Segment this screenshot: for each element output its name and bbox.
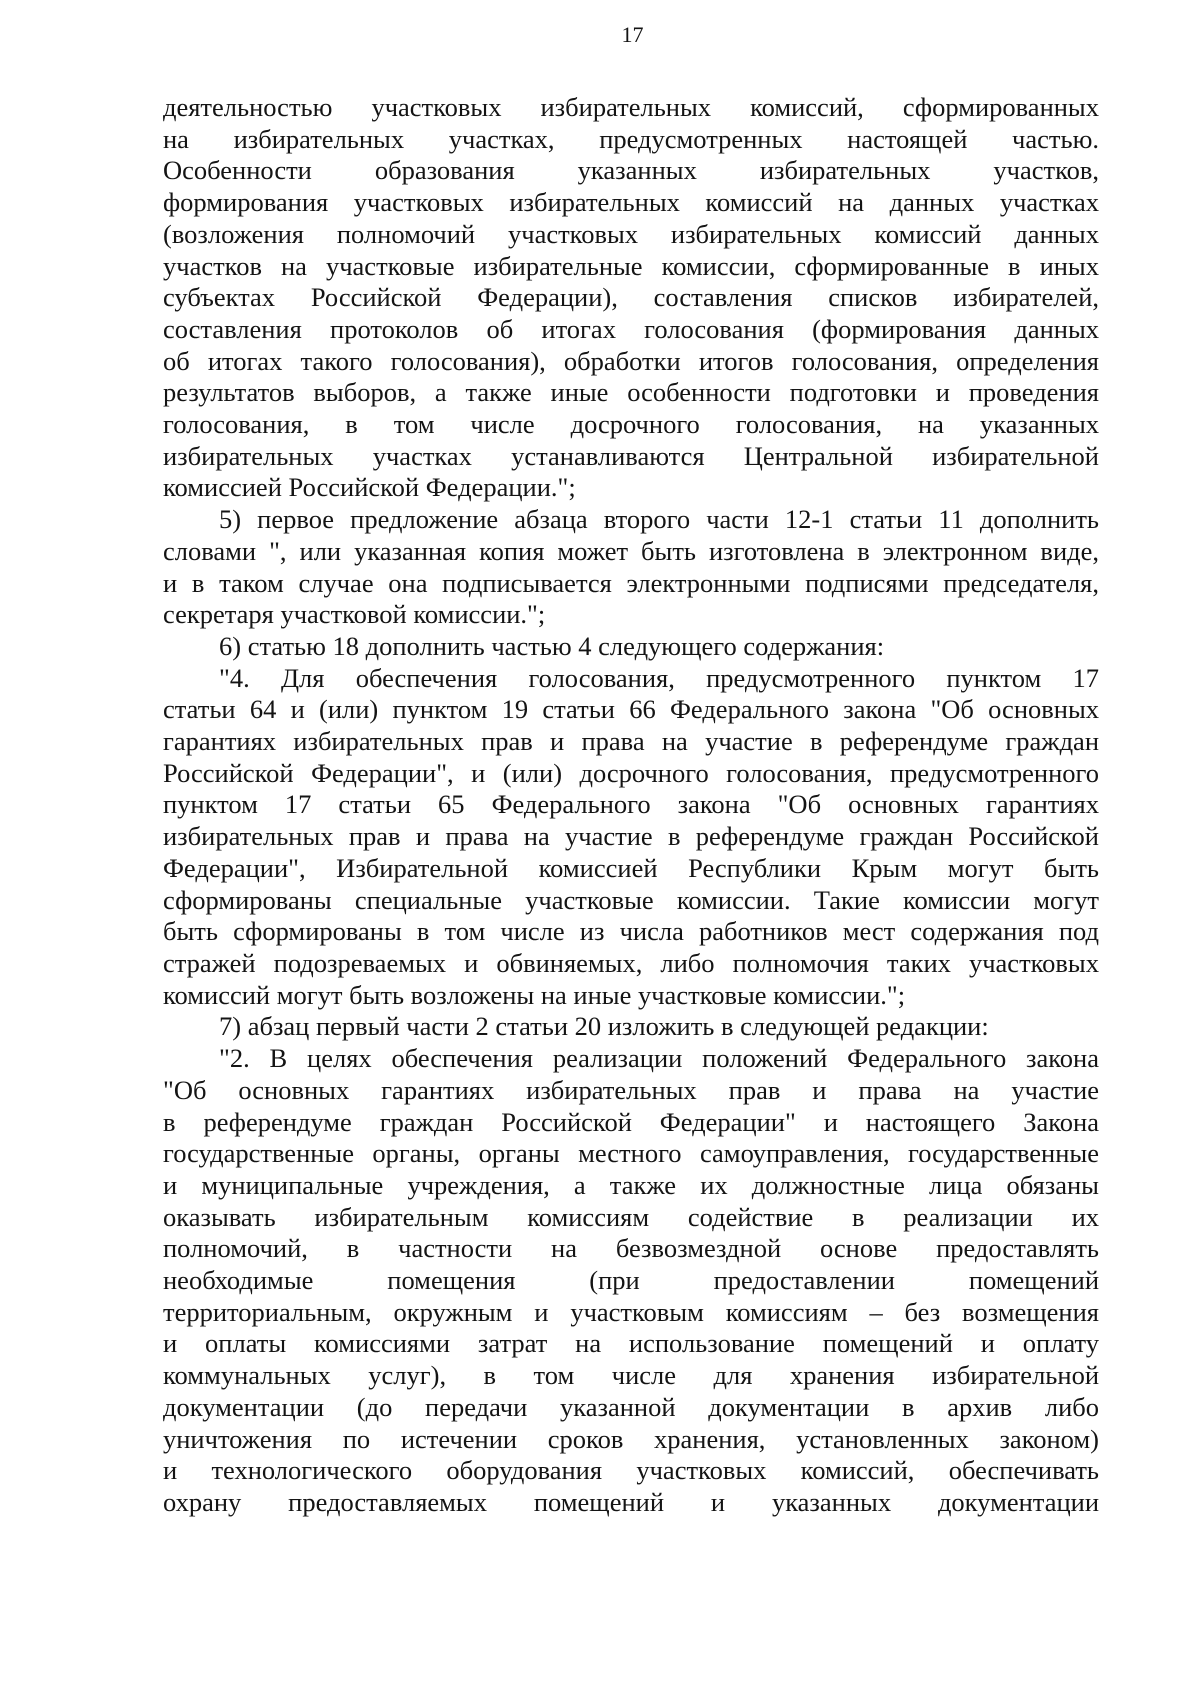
text-line: об итогах такого голосования), обработки итогов голосования, определения [163, 345, 1099, 376]
text-line: секретаря участковой комиссии."; [163, 599, 546, 630]
text-line: деятельностью участковых избирательных комиссий, сформированных [163, 92, 1099, 122]
text-line: и технологического оборудования участковых комиссий, обеспечивать [163, 1455, 1099, 1486]
text-line: результатов выборов, а также иные особенности подготовки и проведения [163, 377, 1099, 408]
text-line: 7) абзац первый части 2 статьи 20 изложить в следующей редакции: [219, 1011, 989, 1042]
text-line: Федерации", Избирательной комиссией Республики Крым могут быть [163, 852, 1099, 883]
text-line: в референдуме граждан Российской Федерации" и настоящего Закона [163, 1106, 1099, 1137]
text-line: "2. В целях обеспечения реализации положений Федерального закона [219, 1043, 1099, 1074]
text-line: и оплаты комиссиями затрат на использование помещений и оплату [163, 1328, 1099, 1359]
text-line: участков на участковые избирательные комиссии, сформированные в иных [163, 250, 1099, 281]
text-line: и в таком случае она подписывается электронными подписями председателя, [163, 567, 1099, 598]
text-line: гарантиях избирательных прав и права на участие в референдуме граждан [163, 726, 1099, 757]
text-line: словами ", или указанная копия может быть изготовлена в электронном виде, [163, 535, 1099, 566]
text-line: "Об основных гарантиях избирательных прав и права на участие [163, 1074, 1099, 1105]
text-line: комиссией Российской Федерации."; [163, 472, 576, 503]
body-text [163, 92, 1099, 1519]
text-line: голосования, в том числе досрочного голосования, на указанных [163, 409, 1099, 440]
text-line: составления протоколов об итогах голосования (формирования данных [163, 313, 1099, 344]
text-line: "4. Для обеспечения голосования, предусмотренного пунктом 17 [219, 662, 1099, 693]
text-line: статьи 64 и (или) пунктом 19 статьи 66 Федерального закона "Об основных [163, 694, 1099, 725]
text-line: коммунальных услуг), в том числе для хранения избирательной [163, 1360, 1099, 1391]
text-line: уничтожения по истечении сроков хранения, установленных законом) [163, 1423, 1099, 1454]
text-line: избирательных участках устанавливаются Центральной избирательной [163, 440, 1099, 471]
text-line: сформированы специальные участковые комиссии. Такие комиссии могут [163, 884, 1099, 915]
text-line: пунктом 17 статьи 65 Федерального закона "Об основных гарантиях [163, 789, 1099, 820]
text-line: стражей подозреваемых и обвиняемых, либо полномочия таких участковых [163, 947, 1099, 978]
text-line: на избирательных участках, предусмотренных настоящей частью. [163, 123, 1099, 154]
text-line: формирования участковых избирательных комиссий на данных участках [163, 187, 1099, 218]
text-line: государственные органы, органы местного самоуправления, государственные [163, 1138, 1099, 1169]
text-line: (возложения полномочий участковых избирательных комиссий данных [163, 218, 1099, 249]
page-number: 17 [621, 22, 644, 47]
text-line: субъектах Российской Федерации), составления списков избирателей, [163, 282, 1099, 313]
text-line: полномочий, в частности на безвозмездной основе предоставлять [163, 1233, 1099, 1264]
text-line: охрану предоставляемых помещений и указанных документации [163, 1486, 1099, 1517]
text-line: 5) первое предложение абзаца второго части 12-1 статьи 11 дополнить [219, 504, 1099, 535]
text-line: быть сформированы в том числе из числа работников мест содержания под [163, 916, 1099, 947]
text-line: избирательных прав и права на участие в референдуме граждан Российской [163, 821, 1099, 852]
text-line: Российской Федерации", и (или) досрочного голосования, предусмотренного [163, 757, 1099, 788]
text-line: оказывать избирательным комиссиям содействие в реализации их [163, 1201, 1099, 1232]
text-line: Особенности образования указанных избирательных участков, [163, 155, 1099, 186]
text-line: комиссий могут быть возложены на иные участковые комиссии."; [163, 979, 906, 1010]
text-line: необходимые помещения (при предоставлении помещений [163, 1265, 1099, 1296]
text-line: территориальным, окружным и участковым комиссиям – без возмещения [163, 1296, 1099, 1327]
text-line: 6) статью 18 дополнить частью 4 следующего содержания: [219, 630, 885, 661]
text-line: документации (до передачи указанной документации в архив либо [163, 1391, 1099, 1422]
text-line: и муниципальные учреждения, а также их должностные лица обязаны [163, 1169, 1099, 1200]
